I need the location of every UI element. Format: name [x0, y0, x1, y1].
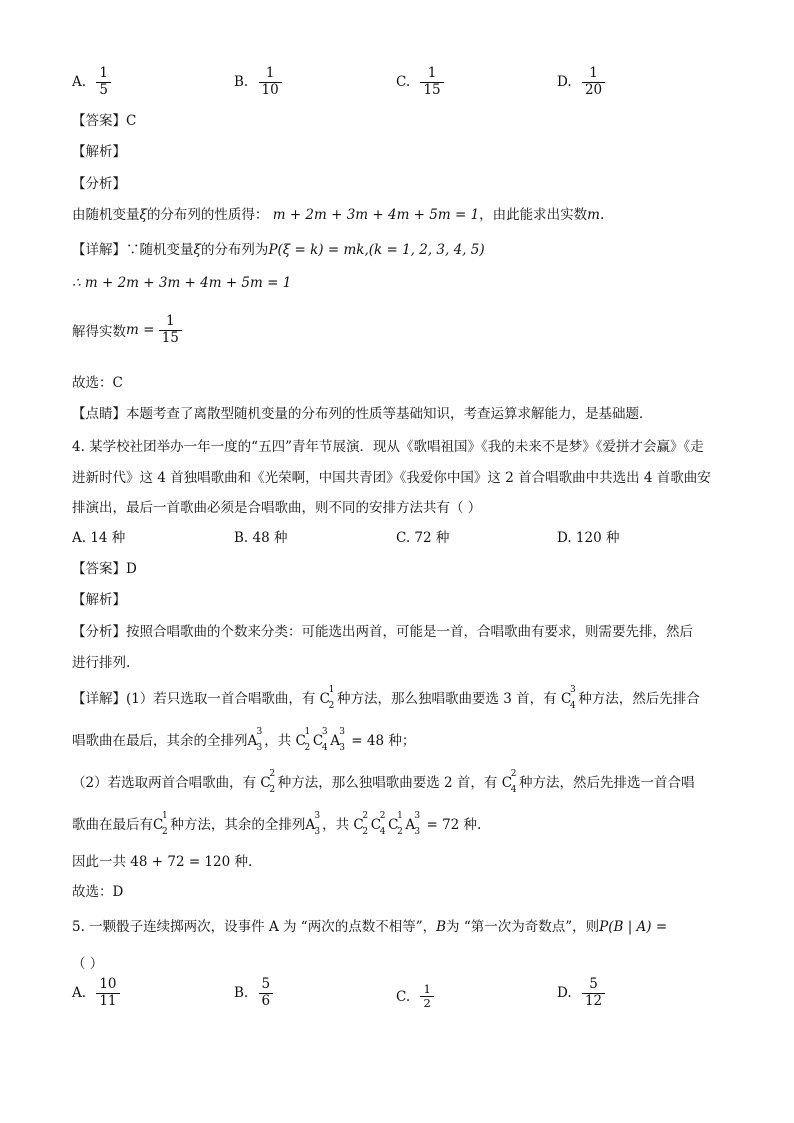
q4-option-a: A. 14 种 — [72, 530, 126, 546]
q4-xiangjie-line3: （2）若选取两首合唱歌曲，有 C 2 2 种方法，那么独唱歌曲要选 2 首，有 C 2 4 种方法，然后先排选一首合唱 — [72, 769, 695, 795]
q4-option-b: B. 48 种 — [234, 530, 288, 546]
q5-stem-line1: 5. 一颗骰子连续掷两次，设事件 A 为 “两次的点数不相等”，B为 “第一次为奇数点”，则P(B | A) = — [72, 919, 668, 935]
q4-fenxi-line1: 【分析】按照合唱歌曲的个数来分类：可能选出两首，可能是一首，合唱歌曲有要求，则需要先排，然后 — [72, 624, 693, 640]
fraction: $\frac{1}{15}$ — [420, 66, 443, 98]
q3-jiexi-heading: 【解析】 — [72, 144, 126, 160]
q5-option-d: D. $\frac{5}{12}$ — [557, 977, 605, 1009]
fraction: $\frac{10}{11}$ — [96, 977, 119, 1009]
q3-therefore: ∴ m + 2m + 3m + 4m + 5m = 1 — [72, 275, 292, 291]
q3-solve: 解得实数m = $\frac{1}{15}$ — [72, 314, 182, 346]
fraction: $\frac{1}{5}$ — [96, 66, 111, 98]
q3-option-a: A. $\frac{1}{5}$ — [72, 66, 111, 98]
q3-guxuan: 故选：C — [72, 375, 123, 391]
q5-stem-line2: （ ） — [72, 956, 104, 972]
q3-option-c: C. $\frac{1}{15}$ — [396, 66, 444, 98]
q3-fenxi-text: 由随机变量ξ的分布列的性质得： m + 2m + 3m + 4m + 5m = 1，由此能求出实数m. — [72, 207, 605, 223]
q4-option-c: C. 72 种 — [396, 530, 450, 546]
q4-option-d: D. 120 种 — [557, 530, 620, 546]
q4-guxuan: 故选：D — [72, 884, 124, 900]
q4-fenxi-line2: 进行排列. — [72, 655, 131, 671]
q4-total: 因此一共 48 + 72 = 120 种. — [72, 854, 253, 870]
fraction: $\frac{5}{6}$ — [259, 977, 274, 1009]
q4-answer: 【答案】D — [72, 561, 137, 577]
q4-jiexi-heading: 【解析】 — [72, 592, 126, 608]
q4-xiangjie-line1: 【详解】(1）若只选取一首合唱歌曲，有 C 1 2 种方法，那么独唱歌曲要选 3 首，有 C 3 4 种方法，然后先排合 — [72, 685, 700, 711]
q4-xiangjie-line2: 唱歌曲在最后，其余的全排列A 3 3 ，共 C 1 2 C 3 4 A 3 3 = 48 种； — [72, 727, 416, 753]
q3-xiangjie: 【详解】∵随机变量ξ的分布列为P(ξ = k) = mk,(k = 1, 2, 3, 4, 5) — [72, 242, 485, 258]
fraction: $\frac{1}{2}$ — [420, 983, 433, 1010]
q3-answer: 【答案】C — [72, 113, 137, 129]
q4-stem-line3: 排演出，最后一首歌曲必须是合唱歌曲，则不同的安排方法共有（ ） — [72, 500, 482, 516]
q4-xiangjie-line4: 歌曲在最后有C 1 2 种方法，其余的全排列A 3 3 ，共 C 2 2 C 2 4 C 1 2 A 3 3 = 72 种. — [72, 811, 482, 837]
q5-option-a: A. $\frac{10}{11}$ — [72, 977, 120, 1009]
q3-fenxi-heading: 【分析】 — [72, 176, 126, 192]
fraction: $\frac{1}{10}$ — [259, 66, 282, 98]
q3-dianjing: 【点睛】本题考查了离散型随机变量的分布列的性质等基础知识，考查运算求解能力，是基础题． — [72, 406, 653, 422]
q5-option-b: B. $\frac{5}{6}$ — [234, 977, 273, 1009]
fraction: $\frac{1}{20}$ — [582, 66, 605, 98]
q3-option-b: B. $\frac{1}{10}$ — [234, 66, 282, 98]
fraction: $\frac{1}{15}$ — [159, 314, 182, 346]
q4-stem-line2: 进新时代》这 4 首独唱歌曲和《光荣啊，中国共青团》《我爱你中国》这 2 首合唱歌曲中共选出 4 首歌曲安 — [72, 470, 711, 486]
fraction: $\frac{5}{12}$ — [582, 977, 605, 1009]
q5-option-c: C. $\frac{1}{2}$ — [396, 983, 434, 1010]
q3-option-d: D. $\frac{1}{20}$ — [557, 66, 605, 98]
q4-stem-line1: 4. 某学校社团举办一年一度的“五四”青年节展演．现从《歌唱祖国》《我的未来不是梦》《爱拼才会赢》《走 — [72, 439, 704, 455]
